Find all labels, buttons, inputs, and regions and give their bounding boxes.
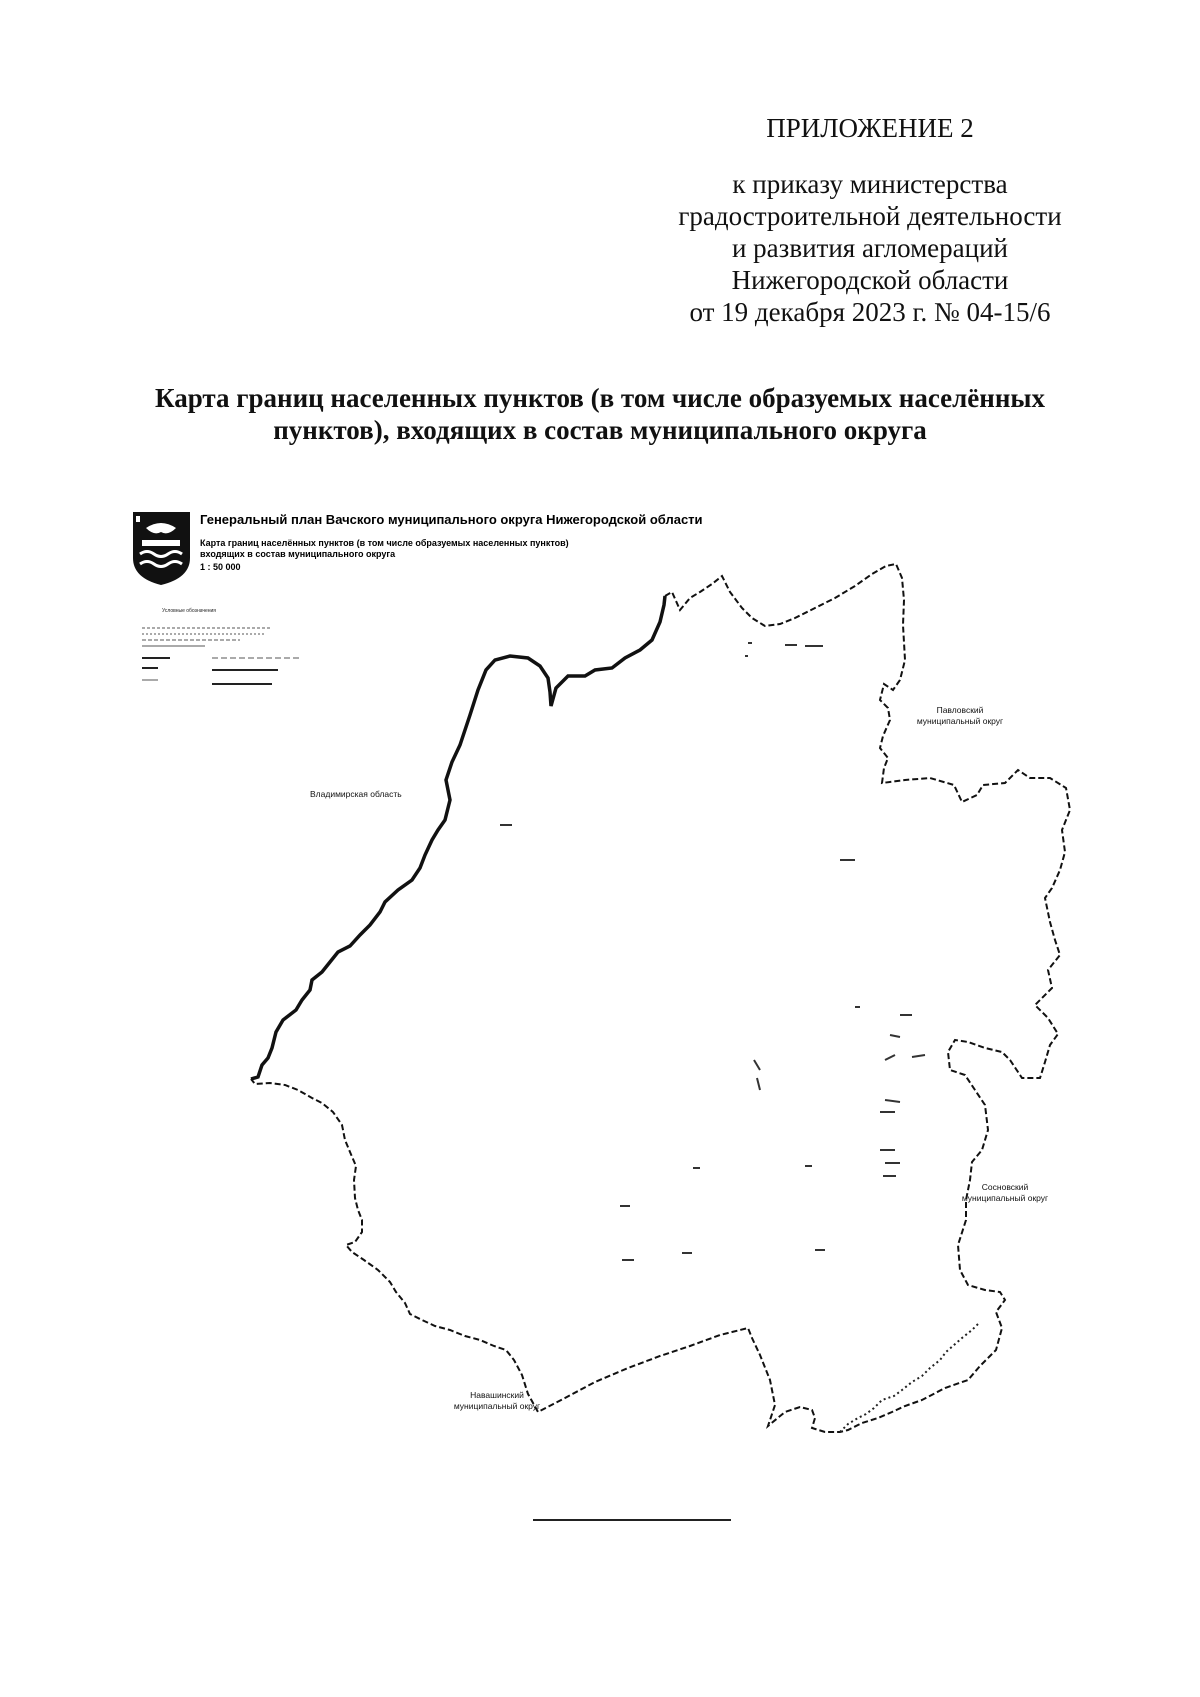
appendix-heading: ПРИЛОЖЕНИЕ 2: [766, 113, 974, 143]
boundary-vladimir-solid: [251, 596, 665, 1079]
settlement-marks: [500, 643, 925, 1260]
appendix-line: градостроительной деятельности: [678, 201, 1062, 231]
document-title-line: пунктов), входящих в состав муниципального округа: [273, 415, 927, 445]
label-navashino-district: [432, 1390, 562, 1412]
label-line: муниципальный округ: [961, 1193, 1049, 1203]
bottom-rule: [533, 1519, 731, 1521]
label-line: Навашинский: [470, 1390, 524, 1400]
document-title-line: Карта границ населенных пунктов (в том числе образуемых населённых: [155, 383, 1045, 413]
coat-of-arms-icon: [133, 512, 190, 585]
legend-title: Условные обозначения: [162, 608, 217, 614]
label-line: муниципальный округ: [916, 716, 1004, 726]
appendix-line: к приказу министерства: [732, 169, 1008, 199]
appendix-line: и развития агломераций: [731, 233, 1008, 263]
document-title: [80, 382, 1120, 446]
label-pavlovo-district: [890, 705, 1030, 727]
map-scale: 1 : 50 000: [200, 562, 241, 572]
map-subtitle-line: Карта границ населённых пунктов (в том числе образуемых населенных пунктов): [200, 538, 569, 548]
river-bank-texture: [840, 1322, 980, 1432]
appendix-block: [640, 112, 1100, 328]
map-plan-title: Генеральный план Вачского муниципального округа Нижегородской области: [200, 512, 703, 527]
label-sosnovskoe-district: [940, 1182, 1070, 1204]
map-drawing: [0, 500, 1200, 1460]
label-vladimir-region: Владимирская область: [310, 789, 402, 799]
appendix-line: Нижегородской области: [731, 265, 1009, 295]
label-line: муниципальный округ: [453, 1401, 541, 1411]
label-line: Павловский: [936, 705, 984, 715]
appendix-line: от 19 декабря 2023 г. № 04-15/6: [689, 297, 1051, 327]
label-line: Сосновский: [981, 1182, 1029, 1192]
map-figure: [0, 500, 1200, 1460]
boundary-district-dashed: [251, 564, 1070, 1432]
map-subtitle-line: входящих в состав муниципального округа: [200, 549, 396, 559]
map-subtitle: [200, 538, 680, 560]
map-legend: [142, 628, 300, 684]
